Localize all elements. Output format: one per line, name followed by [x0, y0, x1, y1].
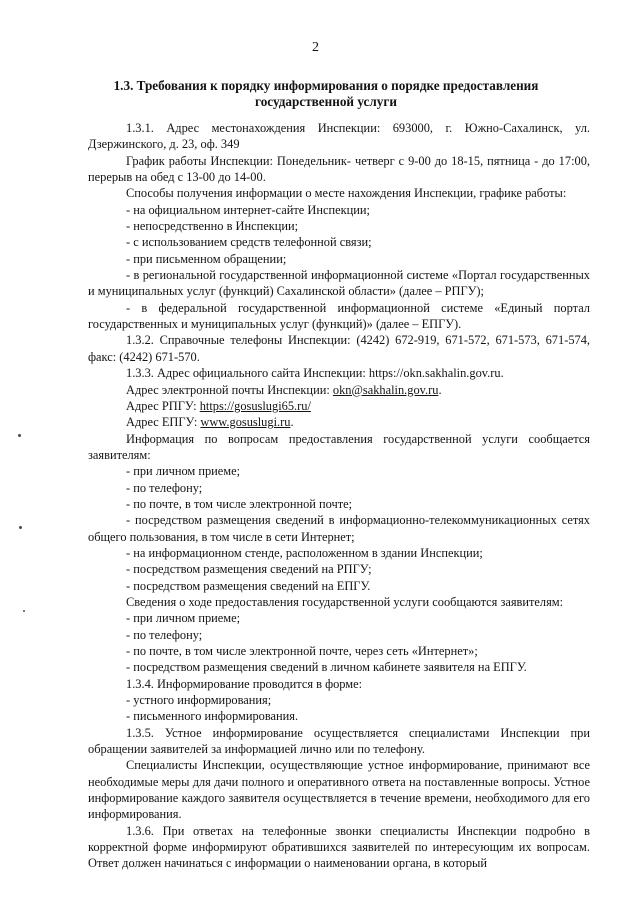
- list-item: - по почте, в том числе электронной почте, через сеть «Интернет»;: [126, 644, 478, 658]
- rpgu-label: Адрес РПГУ:: [126, 398, 200, 413]
- paragraph-info-forms: 1.3.4. Информирование проводится в форме:: [126, 676, 363, 691]
- email-end: .: [438, 382, 442, 397]
- scan-speck: [23, 610, 25, 612]
- paragraph-website: 1.3.3. Адрес официального сайта Инспекции: https://okn.sakhalin.gov.ru.: [126, 366, 504, 381]
- paragraph-address: 1.3.1. Адрес местонахождения Инспекции: 693000, г. Южно-Сахалинск, ул. Дзержинского, д. 23, оф. 349: [88, 121, 590, 152]
- rpgu-link[interactable]: https://gosuslugi65.ru/: [199, 398, 311, 413]
- list-item: - по телефону;: [126, 627, 203, 642]
- paragraph-info-channels: Информация по вопросам предоставления государственной услуги сообщается заявителям:: [88, 431, 590, 462]
- paragraph-phones: 1.3.2. Справочные телефоны Инспекции: (4242) 672-919, 671-572, 671-573, 671-574, факс: (4242) 671-570.: [88, 333, 590, 364]
- list-item: - при личном приеме;: [126, 611, 241, 626]
- epgu-end: .: [290, 415, 294, 430]
- list-item: - в федеральной государственной информационной системе «Единый портал государственных и муниципальных услуг (функций)» (далее – ЕПГУ).: [88, 300, 590, 332]
- list-item: - письменного информирования.: [126, 709, 299, 724]
- list-item: - посредством размещения сведений на ЕПГУ.: [126, 578, 371, 593]
- scan-speck: [19, 526, 22, 529]
- paragraph-info-methods: Способы получения информации о месте нахождения Инспекции, графике работы:: [126, 186, 567, 201]
- list-item: - при письменном обращении;: [126, 251, 287, 266]
- list-item: - посредством размещения сведений в личном кабинете заявителя на ЕПГУ.: [126, 660, 527, 675]
- paragraph-email: [88, 382, 590, 398]
- list-item: - непосредственно в Инспекции;: [126, 219, 299, 234]
- list-item: - на официальном интернет-сайте Инспекции;: [126, 202, 370, 217]
- list-item: - с использованием средств телефонной связи;: [126, 235, 372, 250]
- epgu-label: Адрес ЕПГУ:: [126, 415, 201, 430]
- paragraph-rpgu: [88, 398, 590, 414]
- paragraph-progress-info: Сведения о ходе предоставления государственной услуги сообщаются заявителям:: [126, 594, 564, 609]
- epgu-link[interactable]: www.gosuslugi.ru: [200, 415, 291, 430]
- list-item: - по телефону;: [126, 480, 203, 495]
- paragraph-phone-answers: 1.3.6. При ответах на телефонные звонки специалисты Инспекции подробно в корректной форме информируют обратившихся заявителей по интересующим их вопросам. Ответ должен начинаться с информации о наименовании органа, в который: [88, 823, 590, 871]
- section-heading: [96, 78, 556, 110]
- list-item: - посредством размещения сведений на РПГУ;: [126, 562, 372, 577]
- section-heading-line-1: 1.3. Требования к порядку информирования о порядке предоставления: [113, 78, 539, 93]
- document-body: [88, 120, 590, 872]
- paragraph-epgu: [88, 414, 590, 430]
- email-label: Адрес электронной почты Инспекции:: [126, 382, 333, 397]
- paragraph-specialists: Специалисты Инспекции, осуществляющие устное информирование, принимают все необходимые меры для дачи полного и оперативного ответа на поставленные вопросы. Устное информирование каждого заявителя осуществляется в течение времени, необходимого для его информирования.: [88, 758, 590, 822]
- paragraph-oral-info: 1.3.5. Устное информирование осуществляется специалистами Инспекции при обращении заявителей за информацией лично или по телефону.: [88, 725, 590, 757]
- list-item: - при личном приеме;: [126, 464, 241, 479]
- section-heading-line-2: государственной услуги: [255, 94, 397, 109]
- list-item: - посредством размещения сведений в информационно-телекоммуникационных сетях общего пользования, в том числе в сети Интернет;: [88, 513, 590, 544]
- list-item: - устного информирования;: [126, 693, 272, 708]
- scan-speck: [18, 434, 21, 437]
- email-link[interactable]: okn@sakhalin.gov.ru: [332, 382, 439, 397]
- list-item: - по почте, в том числе электронной почте;: [126, 496, 353, 511]
- page-number: 2: [312, 40, 319, 55]
- list-item: - в региональной государственной информационной системе «Портал государственных и муниципальных услуг (функций) Сахалинской области» (далее – РПГУ);: [88, 268, 590, 299]
- list-item: - на информационном стенде, расположенном в здании Инспекции;: [126, 545, 483, 560]
- paragraph-schedule: График работы Инспекции: Понедельник- четверг с 9-00 до 18-15, пятница - до 17:00, перерыв на обед с 13-00 до 14-00.: [88, 153, 590, 185]
